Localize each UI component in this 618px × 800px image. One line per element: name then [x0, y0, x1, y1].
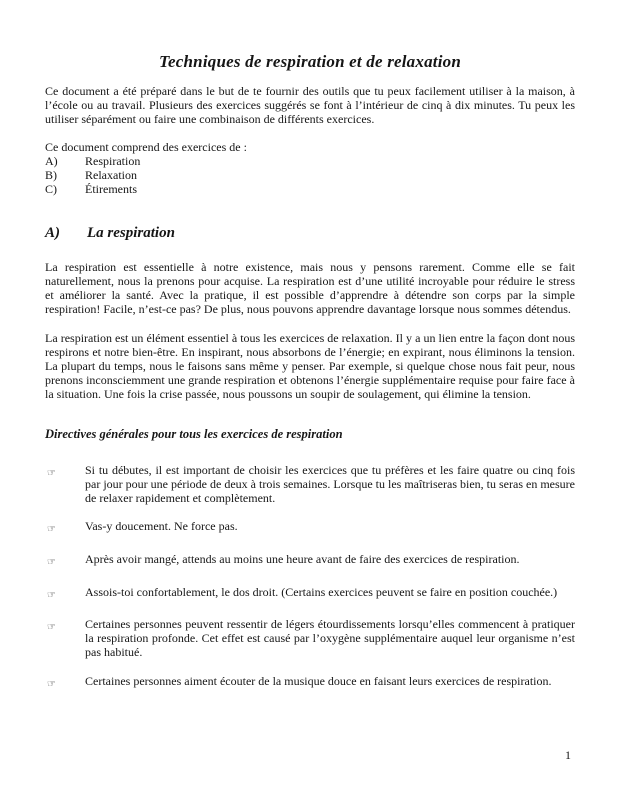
list-intro: Ce document comprend des exercices de : — [45, 140, 247, 154]
directive-text: Certaines personnes aiment écouter de la musique douce en faisant leurs exercices de respiration. — [85, 674, 552, 688]
list-item-etirements — [45, 182, 575, 196]
item-label: C) — [45, 182, 57, 196]
section-paragraph-1: La respiration est essentielle à notre existence, mais nous y pensons rarement. Comme elle se fait naturellement, nous la prenons pour acquise. La respiration est d’une utilité incroyable pour réduire le stress et améliorer la santé. Avec la pratique, il est possible d’apprendre à détendre son corps par la simple respiration! Facile, n’est-ce pas? De plus, nous pouvons apprendre davantage lorsque nous sommes détendus. — [45, 260, 575, 316]
pointing-hand-icon: ☞ — [47, 590, 56, 601]
section-paragraph-2: La respiration est un élément essentiel à tous les exercices de relaxation. Il y a un lien entre la façon dont nous respirons et notre bien-être. En inspirant, nous absorbons de l’énergie; en expirant, nous éliminons la tension. La plupart du temps, nous le faisons sans même y penser. Par exemple, si quelque chose nous fait peur, nous prenons inconsciemment une grande respiration et obtenons l’énergie supplémentaire requise pour faire face à la situation. Une fois la crise passée, nous poussons un soupir de soulagement, qui élimine la tension. — [45, 331, 575, 401]
directive-item — [45, 552, 575, 570]
directive-item — [45, 463, 575, 505]
pointing-hand-icon: ☞ — [47, 622, 56, 633]
pointing-hand-icon: ☞ — [47, 679, 56, 690]
list-item-respiration — [45, 154, 575, 168]
directive-text: Assois-toi confortablement, le dos droit. (Certains exercices peuvent se faire en position couchée.) — [85, 585, 558, 599]
section-label: A) — [45, 225, 60, 241]
list-item-relaxation — [45, 168, 575, 182]
directive-item — [45, 585, 575, 603]
directives-heading: Directives générales pour tous les exercices de respiration — [45, 427, 343, 441]
page-number: 1 — [565, 748, 571, 762]
directive-item — [45, 617, 575, 659]
document-title: Techniques de respiration et de relaxation — [159, 52, 461, 71]
item-label: B) — [45, 168, 57, 182]
item-text: Relaxation — [85, 168, 137, 182]
pointing-hand-icon: ☞ — [47, 468, 56, 479]
directive-text: Si tu débutes, il est important de choisir les exercices que tu préfères et les faire quatre ou cinq fois par jour pour une période de deux à trois semaines. Lorsque tu les maîtriseras bien, tu seras en mesure de relaxer rapidement et complètement. — [85, 463, 575, 505]
section-title: La respiration — [87, 225, 175, 241]
intro-paragraph: Ce document a été préparé dans le but de te fournir des outils que tu peux facilement utiliser à la maison, à l’école ou au travail. Plusieurs des exercices suggérés se font à l’intérieur de cinq à dix minutes. Tu peux les utiliser séparément ou faire une combinaison de différents exercices. — [45, 84, 575, 126]
item-label: A) — [45, 154, 58, 168]
directive-item — [45, 519, 575, 537]
directive-item — [45, 674, 575, 692]
item-text: Respiration — [85, 154, 141, 168]
exercise-list — [45, 140, 575, 196]
pointing-hand-icon: ☞ — [47, 557, 56, 568]
directive-text: Après avoir mangé, attends au moins une heure avant de faire des exercices de respiration. — [85, 552, 520, 566]
section-heading-respiration — [45, 222, 575, 244]
item-text: Étirements — [85, 182, 137, 196]
pointing-hand-icon: ☞ — [47, 524, 56, 535]
directive-text: Vas-y doucement. Ne force pas. — [85, 519, 238, 533]
directive-text: Certaines personnes peuvent ressentir de légers étourdissements lorsqu’elles commencent à pratiquer la respiration profonde. Cet effet est causé par l’oxygène supplémentaire auquel leur organisme n’est pas habitué. — [85, 617, 575, 659]
